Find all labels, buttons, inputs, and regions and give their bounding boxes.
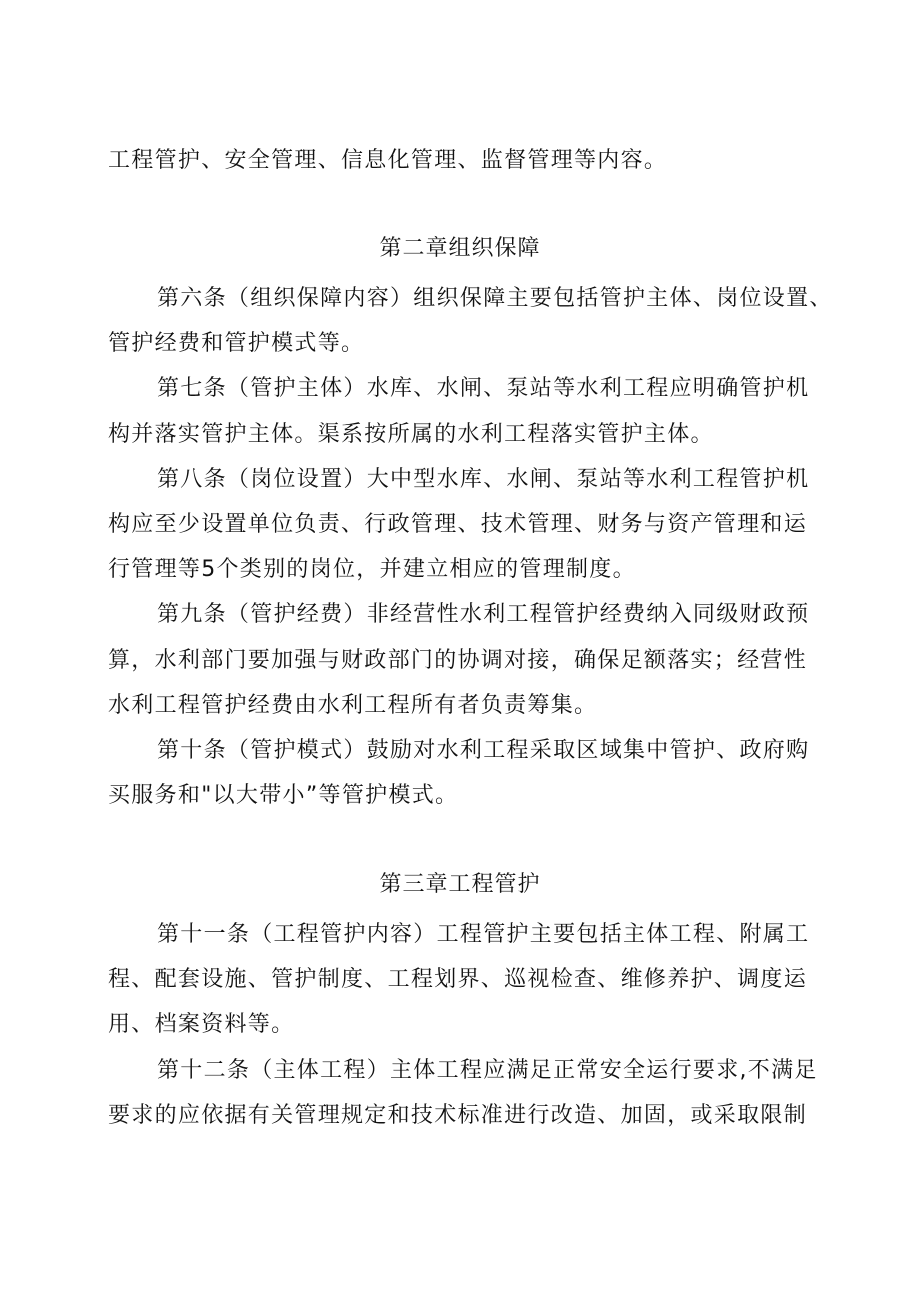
paragraph-line: 程、配套设施、管护制度、工程划界、巡视检查、维修养护、调度运 [108, 967, 808, 992]
chapter-heading: 第二章组织保障 [379, 236, 541, 261]
paragraph-line: 第十一条（工程管护内容）工程管护主要包括主体工程、附属工 [157, 922, 810, 947]
paragraph-line: 构应至少设置单位负责、行政管理、技术管理、财务与资产管理和运 [108, 512, 808, 537]
paragraph-line: 第十条（管护模式）鼓励对水利工程采取区域集中管护、政府购 [157, 738, 810, 763]
paragraph-line: 用、档案资料等。 [108, 1012, 295, 1037]
paragraph-line: 行管理等5个类别的岗位，并建立相应的管理制度。 [108, 557, 636, 582]
text-line: 工程管护、安全管理、信息化管理、监督管理等内容。 [108, 148, 668, 173]
paragraph-line: 算，水利部门要加强与财政部门的协调对接，确保足额落实；经营性 [108, 648, 808, 673]
paragraph-line: 第八条（岗位设置）大中型水库、水闸、泵站等水利工程管护机 [157, 467, 810, 492]
paragraph-line: 第六条（组织保障内容）组织保障主要包括管护主体、岗位设置、 [157, 286, 833, 311]
paragraph-line: 买服务和"以大带小”等管护模式。 [108, 783, 459, 808]
paragraph-line: 第十二条（主体工程）主体工程应满足正常安全运行要求,不满足 [157, 1058, 818, 1083]
paragraph-line: 第九条（管护经费）非经营性水利工程管护经费纳入同级财政预 [157, 602, 810, 627]
paragraph-line: 水利工程管护经费由水利工程所有者负责筹集。 [108, 693, 598, 718]
paragraph-line: 构并落实管护主体。渠系按所属的水利工程落实管护主体。 [108, 422, 714, 447]
paragraph-line: 第七条（管护主体）水库、水闸、泵站等水利工程应明确管护机 [157, 376, 810, 401]
paragraph-line: 要求的应依据有关管理规定和技术标准进行改造、加固，或采取限制 [108, 1103, 808, 1128]
chapter-heading: 第三章工程管护 [379, 872, 541, 897]
paragraph-line: 管护经费和管护模式等。 [108, 331, 365, 356]
